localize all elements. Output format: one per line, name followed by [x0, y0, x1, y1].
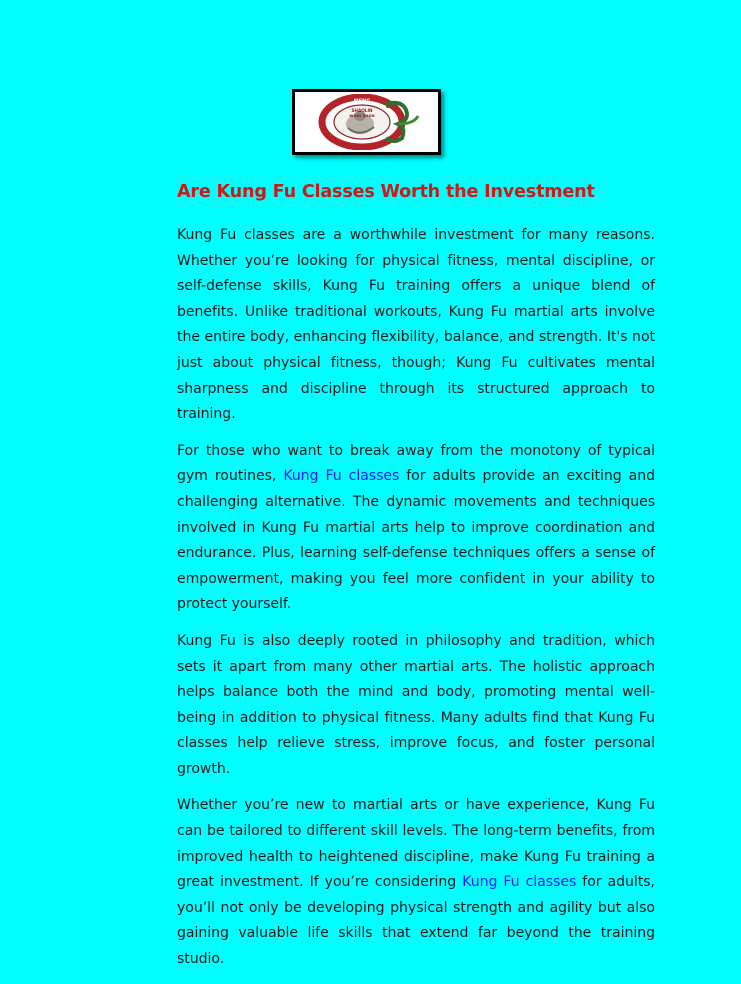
kung-fu-classes-link-2[interactable]: Kung Fu classes — [462, 874, 577, 891]
paragraph-4 — [177, 793, 655, 972]
paragraph-4-after: for adults, you’ll not only be developing physical strength and agility but also gaining valuable life skills that extend far beyond the training studio. — [177, 874, 655, 968]
paragraph-1: Kung Fu classes are a worthwhile investment for many reasons. Whether you’re looking for physical fitness, mental discipline, or self-defense skills, Kung Fu training offers a unique blend of benefits. Unlike traditional workouts, Kung Fu martial arts involve the entire body, enhancing flexibility, balance, and strength. It's not just about physical fitness, though; Kung Fu cultivates mental sharpness and discipline through its structured approach to training. — [177, 227, 655, 423]
article — [177, 178, 655, 984]
logo-text-wingchun: WING CHUN — [348, 113, 375, 118]
paragraph-3: Kung Fu is also deeply rooted in philosophy and tradition, which sets it apart from many other martial arts. The holistic approach helps balance both the mind and body, promoting mental well-being in addition to physical fitness. Many adults find that Kung Fu classes help relieve stress, improve focus, and foster personal growth. — [177, 632, 655, 777]
school-logo — [292, 89, 441, 155]
paragraph-2-after: for adults provide an exciting and challenging alternative. The dynamic movements and techniques involved in Kung Fu martial arts help to improve coordination and endurance. Plus, learning self-defense techniques offers a sense of empowerment, making you feel more confident in your ability to protect yourself. — [177, 468, 655, 613]
kung-fu-classes-link-1[interactable]: Kung Fu classes — [283, 468, 400, 485]
article-title: Are Kung Fu Classes Worth the Investment — [177, 182, 595, 202]
paragraph-2 — [177, 439, 655, 618]
logo-text-top: MENG — [353, 98, 370, 105]
school-emblem-icon — [302, 94, 432, 150]
paragraph-2-before: For those who want to break away from the monotony of typical gym routines, — [177, 442, 655, 485]
logo-text-shaolin: SHAOLIN — [350, 108, 373, 113]
paragraph-4-before: Whether you’re new to martial arts or have experience, Kung Fu can be tailored to different skill levels. The long-term benefits, from improved health to heightened discipline, make Kung Fu training a great investment. If you’re considering — [177, 797, 655, 891]
